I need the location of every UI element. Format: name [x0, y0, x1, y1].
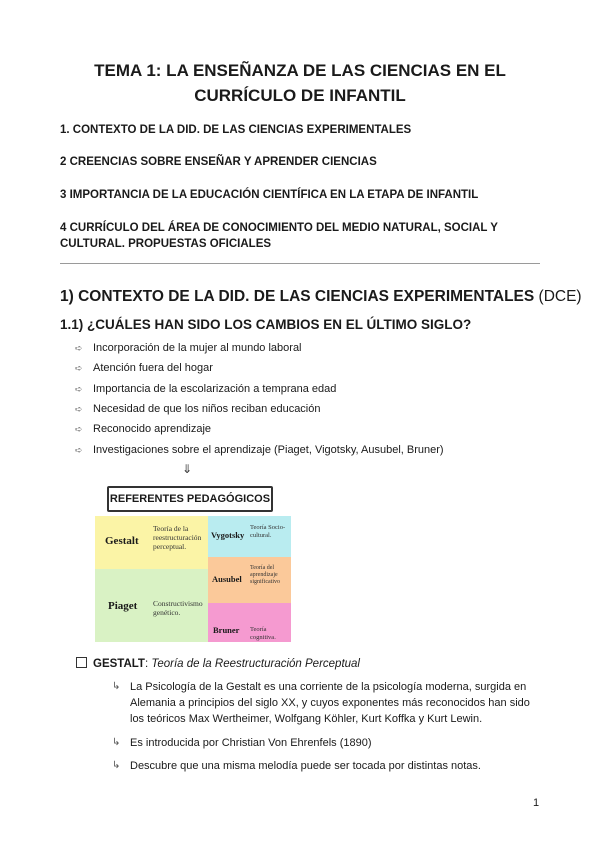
- list-item-text: Atención fuera del hogar: [93, 362, 213, 374]
- sub-arrow-icon: ↳: [112, 760, 121, 771]
- section-heading-suffix: (DCE): [538, 288, 582, 305]
- list-item: [75, 443, 444, 457]
- subsection-heading: 1.1) ¿CUÁLES HAN SIDO LOS CAMBIOS EN EL ÚLTIMO SIGLO?: [60, 317, 472, 332]
- bullet-arrow-icon: ➪: [75, 363, 83, 373]
- list-item-text: Importancia de la escolarización a temprana edad: [93, 383, 337, 395]
- gestalt-desc-cell: [150, 516, 208, 569]
- ausubel-cell: [208, 557, 248, 603]
- checkbox[interactable]: [76, 657, 87, 668]
- sub-arrow-icon: ↳: [112, 681, 121, 692]
- bullet-arrow-icon: ➪: [75, 343, 83, 353]
- toc-item-2: 2 CREENCIAS SOBRE ENSEÑAR Y APRENDER CIENCIAS: [60, 156, 377, 168]
- list-item: [75, 341, 302, 355]
- bullet-arrow-icon: ➪: [75, 404, 83, 414]
- gestalt-checkbox-item: [76, 657, 360, 671]
- bullet-arrow-icon: ➪: [75, 384, 83, 394]
- piaget-cell: [95, 569, 150, 642]
- vygotsky-desc: Teoría Socio-cultural.: [250, 524, 286, 539]
- bruner-desc-cell: [248, 603, 291, 642]
- sub-list-item: [112, 679, 537, 727]
- gestalt-separator: :: [144, 658, 149, 670]
- gestalt-cell: [95, 516, 150, 569]
- list-item-text: Necesidad de que los niños reciban educación: [93, 403, 321, 415]
- ausubel-desc: Teoría del aprendizaje significativo: [250, 565, 280, 585]
- sub-arrow-icon: ↳: [112, 737, 121, 748]
- gestalt-subtitle: Teoría de la Reestructuración Perceptual: [151, 658, 360, 670]
- list-item: [75, 402, 321, 416]
- section-heading-text: 1) CONTEXTO DE LA DID. DE LAS CIENCIAS EXPERIMENTALES: [60, 288, 535, 305]
- gestalt-desc: Teoría de la reestructuración perceptual.: [153, 524, 202, 551]
- sub-list-item-text: La Psicología de la Gestalt es una corriente de la psicología moderna, surgida en Alemania a principios del siglo XX, y cuyos exponentes más reconocidos han sido los teóricos Max Wertheimer, Wolfgang Köhler, Kurt Koffka y Kurt Lewin.: [130, 681, 530, 725]
- bruner-desc: Teoría cognitiva.: [250, 626, 276, 641]
- list-item: [75, 382, 336, 396]
- sub-list-item: [112, 758, 537, 774]
- piaget-label: Piaget: [108, 600, 138, 612]
- toc-item-4: 4 CURRÍCULO DEL ÁREA DE CONOCIMIENTO DEL MEDIO NATURAL, SOCIAL Y CULTURAL. PROPUESTAS OFICIALES: [60, 222, 498, 250]
- page-number: 1: [533, 797, 540, 809]
- list-item: [75, 422, 211, 436]
- sub-list-item-text: Descubre que una misma melodía puede ser tocada por distintas notas.: [130, 760, 481, 772]
- ausubel-desc-cell: [248, 557, 291, 603]
- section-heading: [60, 287, 582, 307]
- piaget-desc: Constructivismo genético.: [153, 599, 203, 617]
- gestalt-label: Gestalt: [105, 535, 139, 547]
- bullet-arrow-icon: ➪: [75, 424, 83, 434]
- sub-list-item: [112, 735, 537, 751]
- vygotsky-label: Vygotsky: [211, 530, 245, 540]
- referentes-box: REFERENTES PEDAGÓGICOS: [107, 486, 273, 512]
- toc-item-1: 1. CONTEXTO DE LA DID. DE LAS CIENCIAS EXPERIMENTALES: [60, 124, 412, 136]
- gestalt-heading: GESTALT: [93, 658, 145, 670]
- toc-item-3: 3 IMPORTANCIA DE LA EDUCACIÓN CIENTÍFICA EN LA ETAPA DE INFANTIL: [60, 189, 479, 201]
- list-item-text: Incorporación de la mujer al mundo laboral: [93, 342, 302, 354]
- vygotsky-cell: [208, 516, 248, 557]
- page-title: TEMA 1: LA ENSEÑANZA DE LAS CIENCIAS EN EL CURRÍCULO DE INFANTIL: [94, 61, 506, 105]
- sub-list-item-text: Es introducida por Christian Von Ehrenfels (1890): [130, 737, 372, 749]
- piaget-desc-cell: [150, 569, 208, 642]
- divider: [60, 263, 540, 264]
- vygotsky-desc-cell: [248, 516, 291, 557]
- list-item-text: Reconocido aprendizaje: [93, 423, 212, 435]
- bruner-cell: [208, 603, 248, 642]
- bullet-arrow-icon: ➪: [75, 445, 83, 455]
- list-item-text: Investigaciones sobre el aprendizaje (Piaget, Vigotsky, Ausubel, Bruner): [93, 444, 444, 456]
- ausubel-label: Ausubel: [212, 574, 242, 584]
- bruner-label: Bruner: [213, 625, 240, 635]
- arrow-down-icon: ⇓: [182, 462, 193, 476]
- list-item: [75, 361, 213, 375]
